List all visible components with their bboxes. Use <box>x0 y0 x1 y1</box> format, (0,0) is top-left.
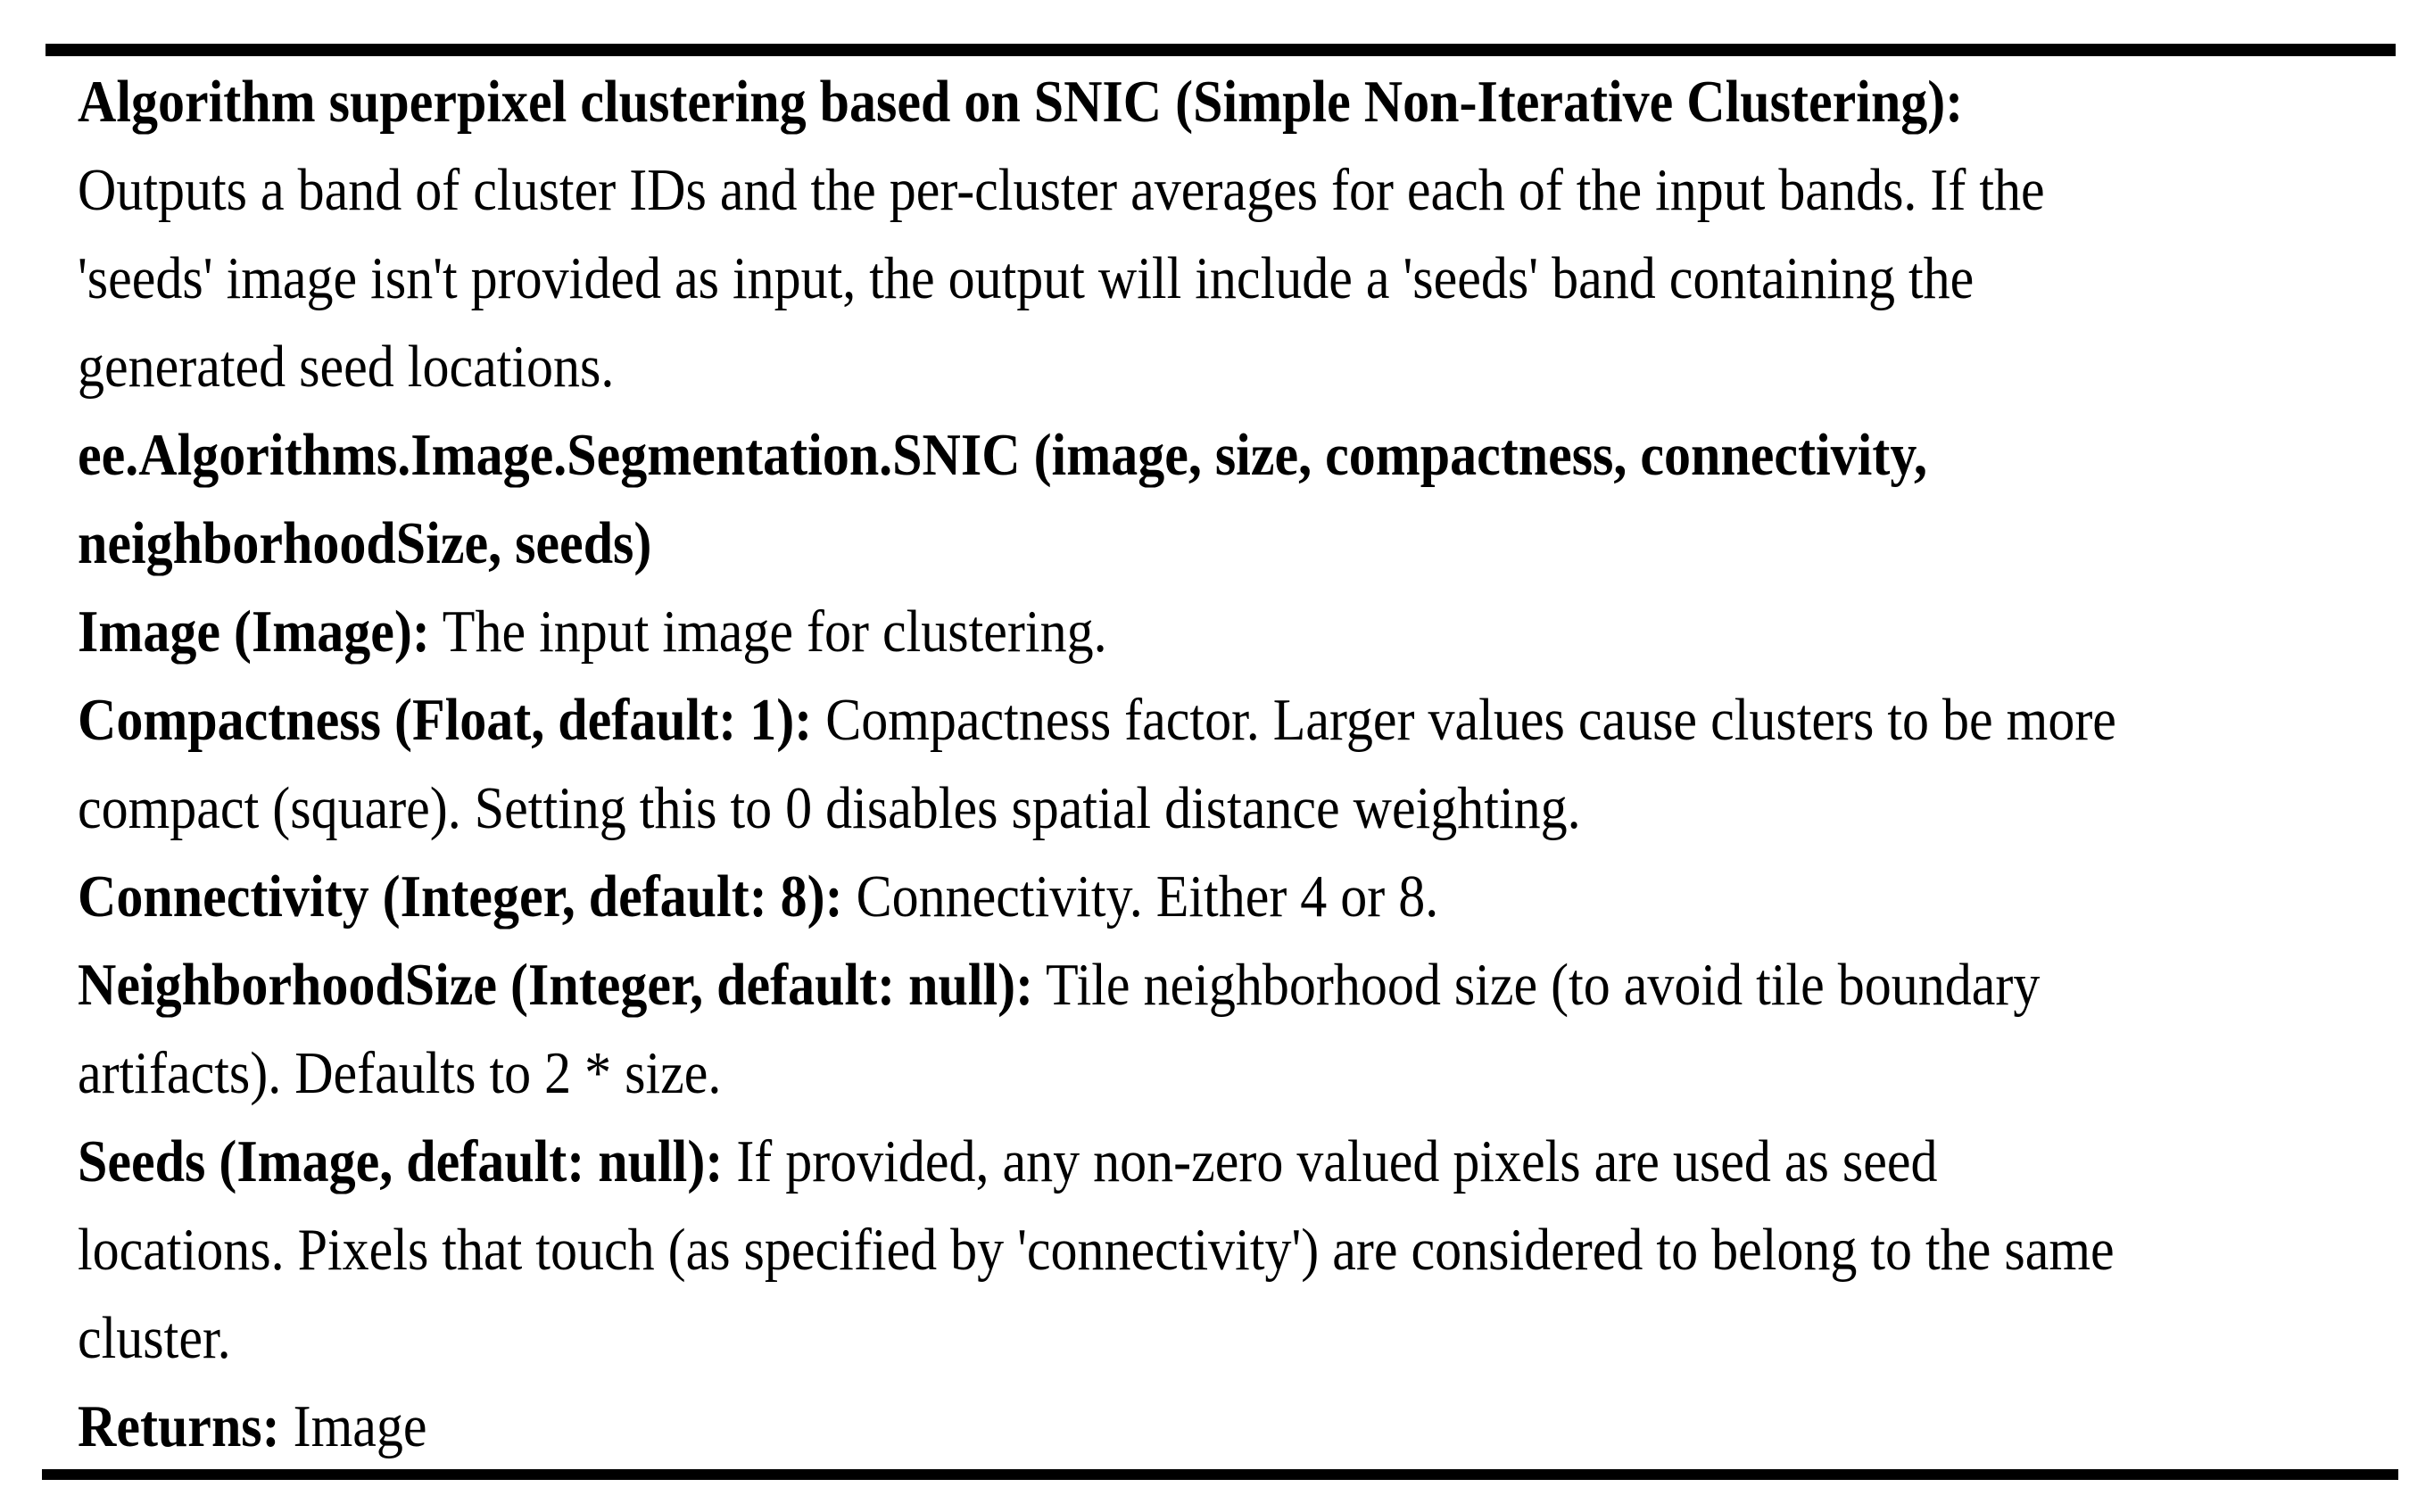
param-name: Image (Image): <box>78 598 430 665</box>
algorithm-title: Algorithm superpixel clustering based on SNIC (Simple Non-Iterative Clustering): <box>78 68 1964 135</box>
param-seeds <box>78 1112 2397 1211</box>
param-name: Compactness (Float, default: 1): <box>78 686 813 753</box>
param-name: Connectivity (Integer, default: 8): <box>78 863 843 930</box>
param-desc-continued: locations. Pixels that touch (as specified by 'connectivity') are considered to belong to the same <box>78 1216 2115 1283</box>
param-name: Seeds (Image, default: null): <box>78 1128 724 1194</box>
param-desc: The input image for clustering. <box>429 598 1107 665</box>
function-signature: neighborhoodSize, seeds) <box>78 509 652 576</box>
function-signature: ee.Algorithms.Image.Segmentation.SNIC (image, size, compactness, connectivity, <box>78 421 1928 488</box>
param-compactness <box>78 671 2397 770</box>
param-name: NeighborhoodSize (Integer, default: null): <box>78 951 1034 1018</box>
algorithm-description-table <box>78 60 2397 1473</box>
description-line: Outputs a band of cluster IDs and the per-cluster averages for each of the input bands. If the <box>78 156 2045 223</box>
returns-row <box>78 1377 2397 1476</box>
param-desc: Tile neighborhood size (to avoid tile boundary <box>1033 951 2041 1018</box>
param-desc: Compactness factor. Larger values cause clusters to be more <box>812 686 2116 753</box>
returns-label: Returns: <box>78 1392 280 1459</box>
param-desc-continued: compact (square). Setting this to 0 disables spatial distance weighting. <box>78 774 1581 841</box>
returns-value: Image <box>279 1392 427 1459</box>
bottom-rule <box>42 1469 2398 1480</box>
param-desc-continued: artifacts). Defaults to 2 * size. <box>78 1039 722 1106</box>
description-line: generated seed locations. <box>78 333 615 400</box>
description-line: 'seeds' image isn't provided as input, the output will include a 'seeds' band containing the <box>78 244 1975 311</box>
param-image <box>78 582 2397 682</box>
param-connectivity <box>78 847 2397 946</box>
param-desc: If provided, any non-zero valued pixels are used as seed <box>723 1128 1938 1194</box>
param-desc: Connectivity. Either 4 or 8. <box>842 863 1439 930</box>
param-neighborhood-size <box>78 936 2397 1035</box>
param-desc-continued: cluster. <box>78 1304 231 1371</box>
